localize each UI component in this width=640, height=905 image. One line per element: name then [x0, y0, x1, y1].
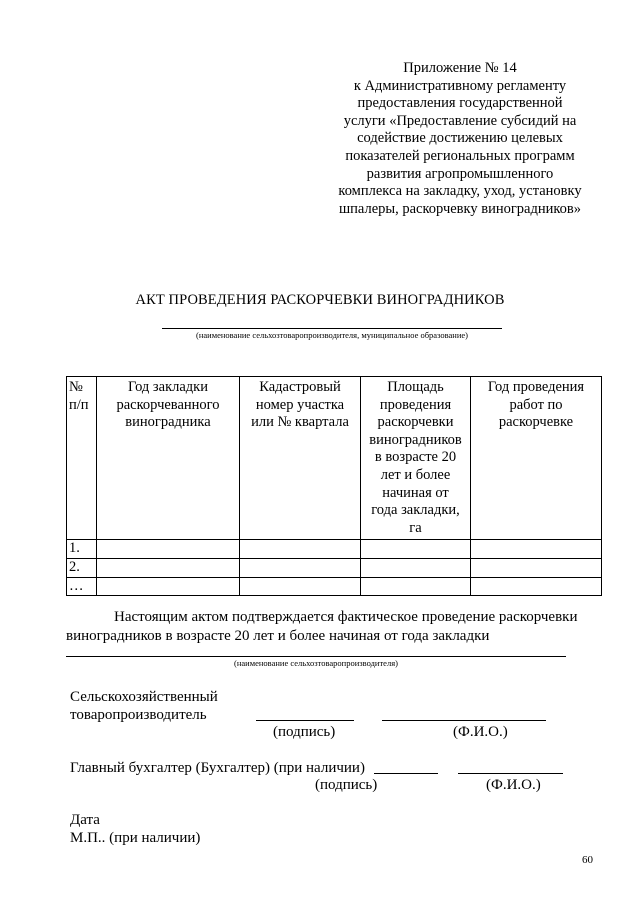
table-cell[interactable] [240, 540, 361, 559]
header-line: шпалеры, раскорчевку виноградников» [338, 200, 582, 217]
header-line: к Административному регламенту [353, 77, 567, 94]
accountant-fio-label: (Ф.И.О.) [486, 777, 541, 793]
table-header-row [67, 377, 602, 540]
producer-label-line1: Сельскохозяйственный [70, 689, 218, 705]
header-line: содействие достижению целевых [357, 130, 563, 147]
table-cell[interactable] [361, 558, 471, 577]
accountant-signature-label: (подпись) [315, 777, 378, 793]
producer-fio-label: (Ф.И.О.) [453, 724, 508, 740]
header-line: услуги «Предоставление субсидий на [343, 112, 577, 129]
accountant-signature-line[interactable] [374, 773, 438, 774]
confirm-text-line2: виноградников в возрасте 20 лет и более начиная от года закладки [66, 628, 490, 644]
producer-name-line [162, 328, 502, 329]
producer-label-line2: товаропроизводитель [70, 707, 207, 723]
producer-fio-line[interactable] [382, 720, 546, 721]
appendix-header [322, 60, 598, 218]
table-row [67, 577, 602, 596]
table-cell[interactable] [97, 577, 240, 596]
table-cell[interactable] [471, 577, 602, 596]
accountant-fio-line[interactable] [458, 773, 563, 774]
page-number: 60 [582, 854, 593, 866]
table-cell[interactable] [471, 558, 602, 577]
header-line: предоставления государственной [357, 95, 563, 112]
col-work-year-header: Год проведения работ по раскорчевке [471, 377, 602, 540]
table-cell[interactable] [240, 577, 361, 596]
producer-signature-line[interactable] [256, 720, 354, 721]
row-number: 1. [67, 540, 97, 559]
date-label: Дата [70, 812, 100, 828]
table-cell[interactable] [97, 558, 240, 577]
header-line: развития агропромышленного [366, 165, 554, 182]
vineyard-table [66, 376, 602, 596]
table-row [67, 558, 602, 577]
col-cadastral-header: Кадастровый номер участка или № квартала [240, 377, 361, 540]
table-cell[interactable] [471, 540, 602, 559]
row-number: 2. [67, 558, 97, 577]
col-number-header: № п/п [67, 377, 97, 540]
table-row [67, 540, 602, 559]
producer-caption-2: (наименование сельхозтоваропроизводителя) [234, 658, 398, 668]
producer-caption: (наименование сельхозтоваропроизводителя, муниципальное образование) [196, 330, 468, 340]
header-line: Приложение № 14 [403, 60, 517, 76]
row-number: … [67, 577, 97, 596]
header-line: комплекса на закладку, уход, установку [338, 183, 582, 200]
col-planting-year-header: Год закладки раскорчеванного виноградника [97, 377, 240, 540]
stamp-label: М.П.. (при наличии) [70, 830, 201, 846]
producer-signature-label: (подпись) [273, 724, 336, 740]
col-area-header: Площадь проведения раскорчевки виноградников в возрасте 20 лет и более начиная от года закладки, га [361, 377, 471, 540]
table-cell[interactable] [361, 577, 471, 596]
confirm-text-line1: Настоящим актом подтверждается фактическое проведение раскорчевки [114, 609, 578, 625]
accountant-label: Главный бухгалтер (Бухгалтер) (при наличии) [70, 760, 365, 776]
table-cell[interactable] [361, 540, 471, 559]
producer-name-line-2 [66, 656, 566, 657]
header-line: показателей региональных программ [345, 147, 575, 164]
table-cell[interactable] [240, 558, 361, 577]
table-cell[interactable] [97, 540, 240, 559]
document-title: АКТ ПРОВЕДЕНИЯ РАСКОРЧЕВКИ ВИНОГРАДНИКОВ [135, 292, 505, 308]
